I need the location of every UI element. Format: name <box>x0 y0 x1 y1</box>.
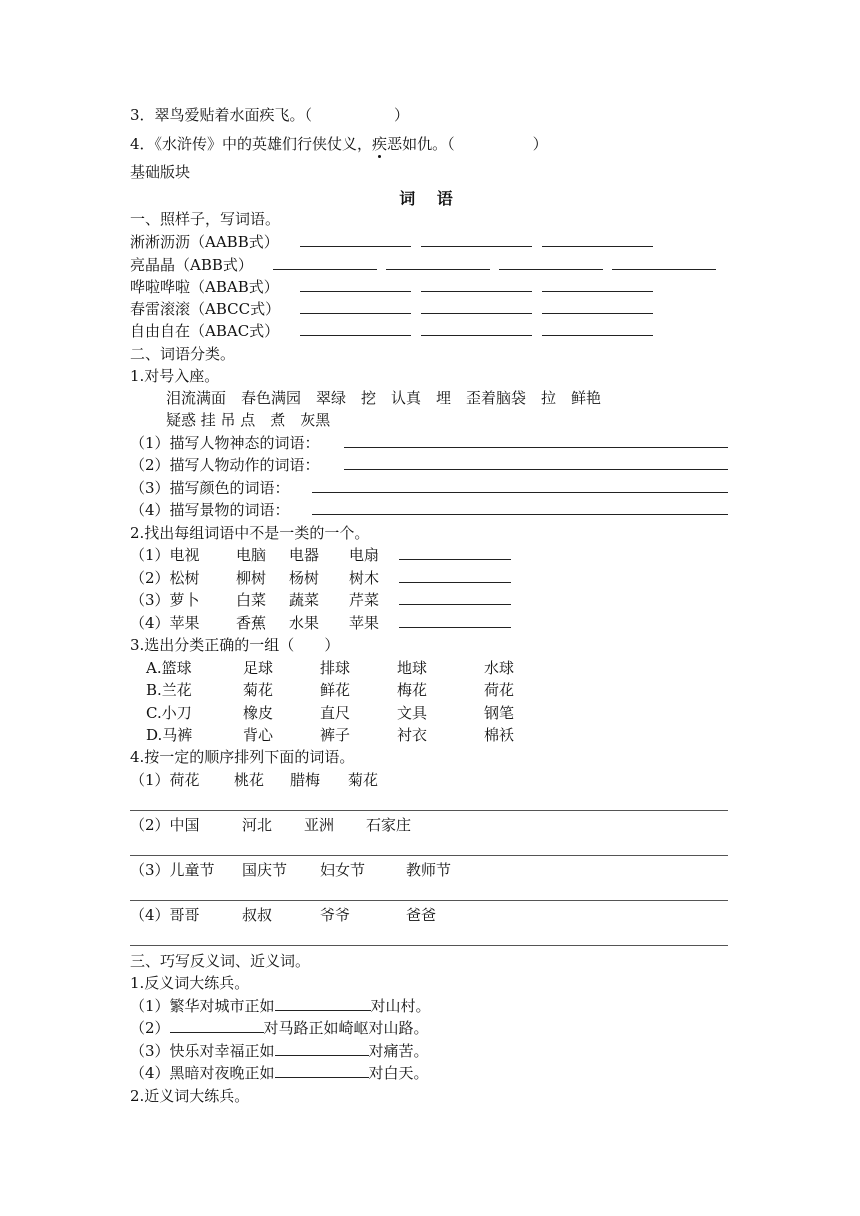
answer-blank[interactable] <box>542 321 653 336</box>
antonym-item-4: （4）黑暗对夜晚正如 对白天。 <box>130 1064 429 1082</box>
emphasis-dot-char: 疾 <box>372 135 388 153</box>
answer-blank[interactable] <box>275 996 371 1011</box>
answer-line[interactable] <box>130 810 728 811</box>
choice-row-b[interactable]: B.兰花 菊花 鲜花 梅花 荷花 <box>146 681 515 699</box>
answer-blank[interactable] <box>421 277 532 292</box>
answer-blank[interactable] <box>421 321 532 336</box>
q2-1-heading: 1.对号入座。 <box>130 367 220 385</box>
choice-row-c[interactable]: C.小刀 橡皮 直尺 文具 钢笔 <box>146 704 515 722</box>
pattern-row-1: 淅淅沥沥（AABB式） <box>130 232 653 252</box>
order-row-4: （4）哥哥 叔叔 爷爷 爸爸 <box>130 906 437 924</box>
odd-one-row-4: （4）苹果 香蕉 水果 苹果 <box>130 613 511 633</box>
answer-blank[interactable] <box>300 277 411 292</box>
answer-blank[interactable] <box>312 500 728 515</box>
answer-blank[interactable] <box>300 321 411 336</box>
q2-3-heading: 3.选出分类正确的一组（ ） <box>130 636 340 654</box>
answer-blank[interactable] <box>421 299 532 314</box>
question-3-text: 3．翠鸟爱贴着水面疾飞。（ <box>130 106 313 124</box>
question-3-line: 3．翠鸟爱贴着水面疾飞。（ ） <box>130 106 410 124</box>
classify-item-3: （3）描写颜色的词语： <box>130 478 728 498</box>
answer-blank[interactable] <box>273 255 377 270</box>
q3-1-heading: 1.反义词大练兵。 <box>130 974 250 992</box>
answer-blank[interactable] <box>300 232 411 247</box>
answer-blank[interactable] <box>542 299 653 314</box>
word-bank-line-2: 疑惑 挂 吊 点 煮 灰黑 <box>166 411 331 429</box>
classify-item-4: （4）描写景物的词语： <box>130 500 728 520</box>
page-title: 词 语 <box>399 189 461 208</box>
answer-blank[interactable] <box>542 232 653 247</box>
answer-line[interactable] <box>130 855 728 856</box>
pattern-row-4: 春雷滚滚（ABCC式） <box>130 299 653 319</box>
pattern-row-3: 哗啦哗啦（ABAB式） <box>130 277 653 297</box>
answer-blank[interactable] <box>344 455 728 470</box>
answer-blank[interactable] <box>399 590 511 605</box>
pattern-row-5: 自由自在（ABAC式） <box>130 321 653 341</box>
odd-one-row-2: （2）松树 柳树 杨树 树木 <box>130 568 511 588</box>
answer-blank[interactable] <box>386 255 490 270</box>
order-row-2: （2）中国 河北 亚洲 石家庄 <box>130 816 412 834</box>
answer-blank[interactable] <box>499 255 603 270</box>
choice-row-a[interactable]: A.篮球 足球 排球 地球 水球 <box>146 659 515 677</box>
answer-blank[interactable] <box>542 277 653 292</box>
answer-blank[interactable] <box>275 1063 369 1078</box>
answer-line[interactable] <box>130 900 728 901</box>
pattern-row-2: 亮晶晶（ABB式） <box>130 255 716 275</box>
answer-blank[interactable] <box>312 478 728 493</box>
order-row-1: （1）荷花 桃花 腊梅 菊花 <box>130 771 379 789</box>
word-bank-line-1: 泪流满面 春色满园 翠绿 挖 认真 埋 歪着脑袋 拉 鲜艳 <box>166 389 602 407</box>
answer-blank[interactable] <box>421 232 532 247</box>
answer-blank[interactable] <box>612 255 716 270</box>
choice-row-d[interactable]: D.马裤 背心 裤子 衬衣 棉袄 <box>146 726 515 744</box>
section-3-heading: 三、巧写反义词、近义词。 <box>130 952 311 970</box>
classify-item-2: （2）描写人物动作的词语： <box>130 455 728 475</box>
odd-one-row-3: （3）萝卜 白菜 蔬菜 芹菜 <box>130 590 511 610</box>
odd-one-row-1: （1）电视 电脑 电器 电扇 <box>130 545 511 565</box>
q2-4-heading: 4.按一定的顺序排列下面的词语。 <box>130 748 355 766</box>
answer-blank[interactable] <box>399 545 511 560</box>
answer-blank[interactable] <box>399 613 511 628</box>
q3-2-heading: 2.近义词大练兵。 <box>130 1087 250 1105</box>
section-1-heading: 一、照样子，写词语。 <box>130 210 281 228</box>
antonym-item-3: （3）快乐对幸福正如 对痛苦。 <box>130 1042 429 1060</box>
answer-blank[interactable] <box>300 299 411 314</box>
section-2-heading: 二、词语分类。 <box>130 345 236 363</box>
antonym-item-2: （2） 对马路正如崎岖对山路。 <box>130 1019 429 1037</box>
answer-blank[interactable] <box>170 1018 264 1033</box>
antonym-item-1: （1）繁华对城市正如 对山村。 <box>130 997 431 1015</box>
question-4-text: 4．《水浒传》中的英雄们行侠仗义， <box>130 135 373 153</box>
answer-blank[interactable] <box>399 568 511 583</box>
answer-blank[interactable] <box>344 433 728 448</box>
q2-2-heading: 2.找出每组词语中不是一类的一个。 <box>130 524 370 542</box>
order-row-3: （3）儿童节 国庆节 妇女节 教师节 <box>130 861 452 879</box>
question-4-line: 4．《水浒传》中的英雄们行侠仗义，疾恶如仇。（ ） <box>130 135 548 153</box>
classify-item-1: （1）描写人物神态的词语： <box>130 433 728 453</box>
answer-blank[interactable] <box>275 1041 369 1056</box>
section-label: 基础版块 <box>130 163 191 181</box>
answer-line[interactable] <box>130 945 728 946</box>
